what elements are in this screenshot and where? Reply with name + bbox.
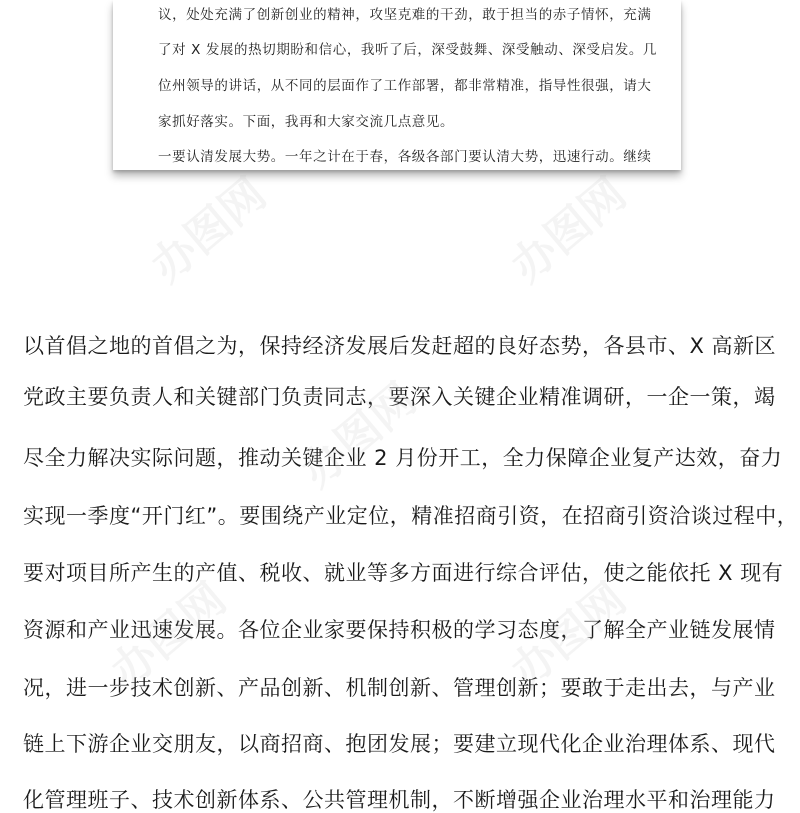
body-text-line: 况，进一步技术创新、产品创新、机制创新、管理创新；要敢于走出去，与产业 (23, 676, 776, 700)
body-text-line: 实现一季度“开门红”。要围绕产业定位，精准招商引资，在招商引资洽谈过程中， (23, 504, 799, 528)
body-text-line: 链上下游企业交朋友，以商招商、抱团发展；要建立现代化企业治理体系、现代 (23, 732, 776, 756)
card-text-line: 议，处处充满了创新创业的精神，攻坚克难的干劲，敢于担当的赤子情怀，充满 (158, 7, 652, 23)
watermark: 办图网 (501, 168, 636, 293)
body-text-line: 党政主要负责人和关键部门负责同志，要深入关键企业精准调研，一企一策，竭 (23, 385, 776, 409)
document-preview-card (113, 0, 681, 170)
body-text-line: 以首倡之地的首倡之为，保持经济发展后发赶超的良好态势，各县市、X 高新区 (23, 334, 777, 358)
watermark: 办图网 (101, 573, 236, 698)
body-text-line: 要对项目所产生的产值、税收、就业等多方面进行综合评估，使之能依托 X 现有 (23, 561, 784, 585)
card-text-line: 家抓好落实。下面，我再和大家交流几点意见。 (158, 114, 455, 130)
watermark: 办图网 (291, 373, 426, 498)
watermark: 办图网 (141, 168, 276, 293)
body-text-line: 化管理班子、技术创新体系、公共管理机制，不断增强企业治理水平和治理能力 (23, 788, 776, 812)
body-text-line: 资源和产业迅速发展。各位企业家要保持积极的学习态度，了解全产业链发展情 (23, 618, 776, 642)
card-text-line: 了对 X 发展的热切期盼和信心，我听了后，深受鼓舞、深受触动、深受启发。几 (158, 42, 658, 58)
watermark: 办图网 (501, 573, 636, 698)
card-text-line: 一要认清发展大势。一年之计在于春，各级各部门要认清大势，迅速行动。继续 (158, 149, 652, 165)
card-text-line: 位州领导的讲话，从不同的层面作了工作部署，都非常精准，指导性很强，请大 (158, 78, 652, 94)
body-text-line: 尽全力解决实际问题，推动关键企业 2 月份开工，全力保障企业复产达效，奋力 (23, 446, 783, 470)
